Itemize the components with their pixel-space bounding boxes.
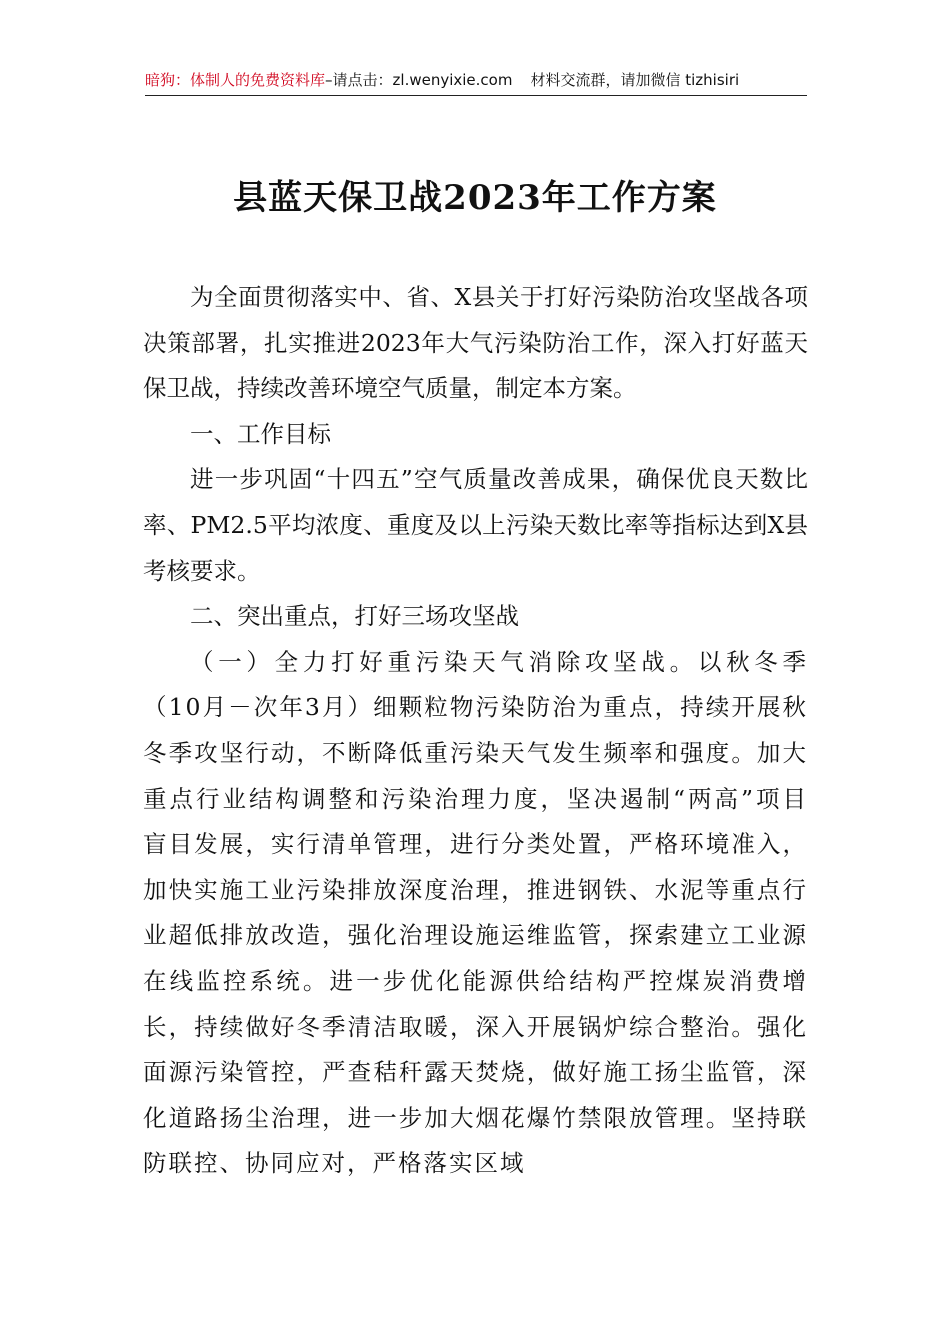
page-header bbox=[145, 68, 807, 96]
header-source-label: 暗狗：体制人的免费资料库 bbox=[145, 71, 326, 89]
section-heading-goals: 一、工作目标 bbox=[190, 419, 331, 448]
goals-paragraph: 进一步巩固“十四五”空气质量改善成果，确保优良天数比率、PM2.5平均浓度、重度及以上污染天数比率等指标达到X县考核要求。 bbox=[143, 465, 808, 585]
document-body bbox=[143, 275, 808, 1187]
header-link-prompt: –请点击： bbox=[325, 71, 393, 89]
header-contact: 材料交流群，请加微信 tizhisiri bbox=[530, 71, 740, 89]
header-link[interactable]: zl.wenyixie.com bbox=[392, 71, 513, 89]
section-heading-priorities: 二、突出重点，打好三场攻坚战 bbox=[190, 602, 519, 631]
priority-item-1-paragraph: （一）全力打好重污染天气消除攻坚战。以秋冬季（10月－次年3月）细颗粒物污染防治为重点，持续开展秋冬季攻坚行动，不断降低重污染天气发生频率和强度。加大重点行业结构调整和污染治理力度，坚决遏制“两高”项目盲目发展，实行清单管理，进行分类处置，严格环境准入，加快实施工业污染排放深度治理，推进钢铁、水泥等重点行业超低排放改造，强化治理设施运维监管，探索建立工业源在线监控系统。进一步优化能源供给结构严控煤炭消费增长，持续做好冬季清洁取暖，深入开展锅炉综合整治。强化面源污染管控，严查秸秆露天焚烧，做好施工扬尘监管，深化道路扬尘治理，进一步加大烟花爆竹禁限放管理。坚持联防联控、协同应对，严格落实区域 bbox=[143, 647, 808, 1178]
intro-paragraph: 为全面贯彻落实中、省、X县关于打好污染防治攻坚战各项决策部署，扎实推进2023年大气污染防治工作，深入打好蓝天保卫战，持续改善环境空气质量，制定本方案。 bbox=[143, 283, 808, 403]
document-title: 县蓝天保卫战2023年工作方案 bbox=[233, 178, 717, 218]
